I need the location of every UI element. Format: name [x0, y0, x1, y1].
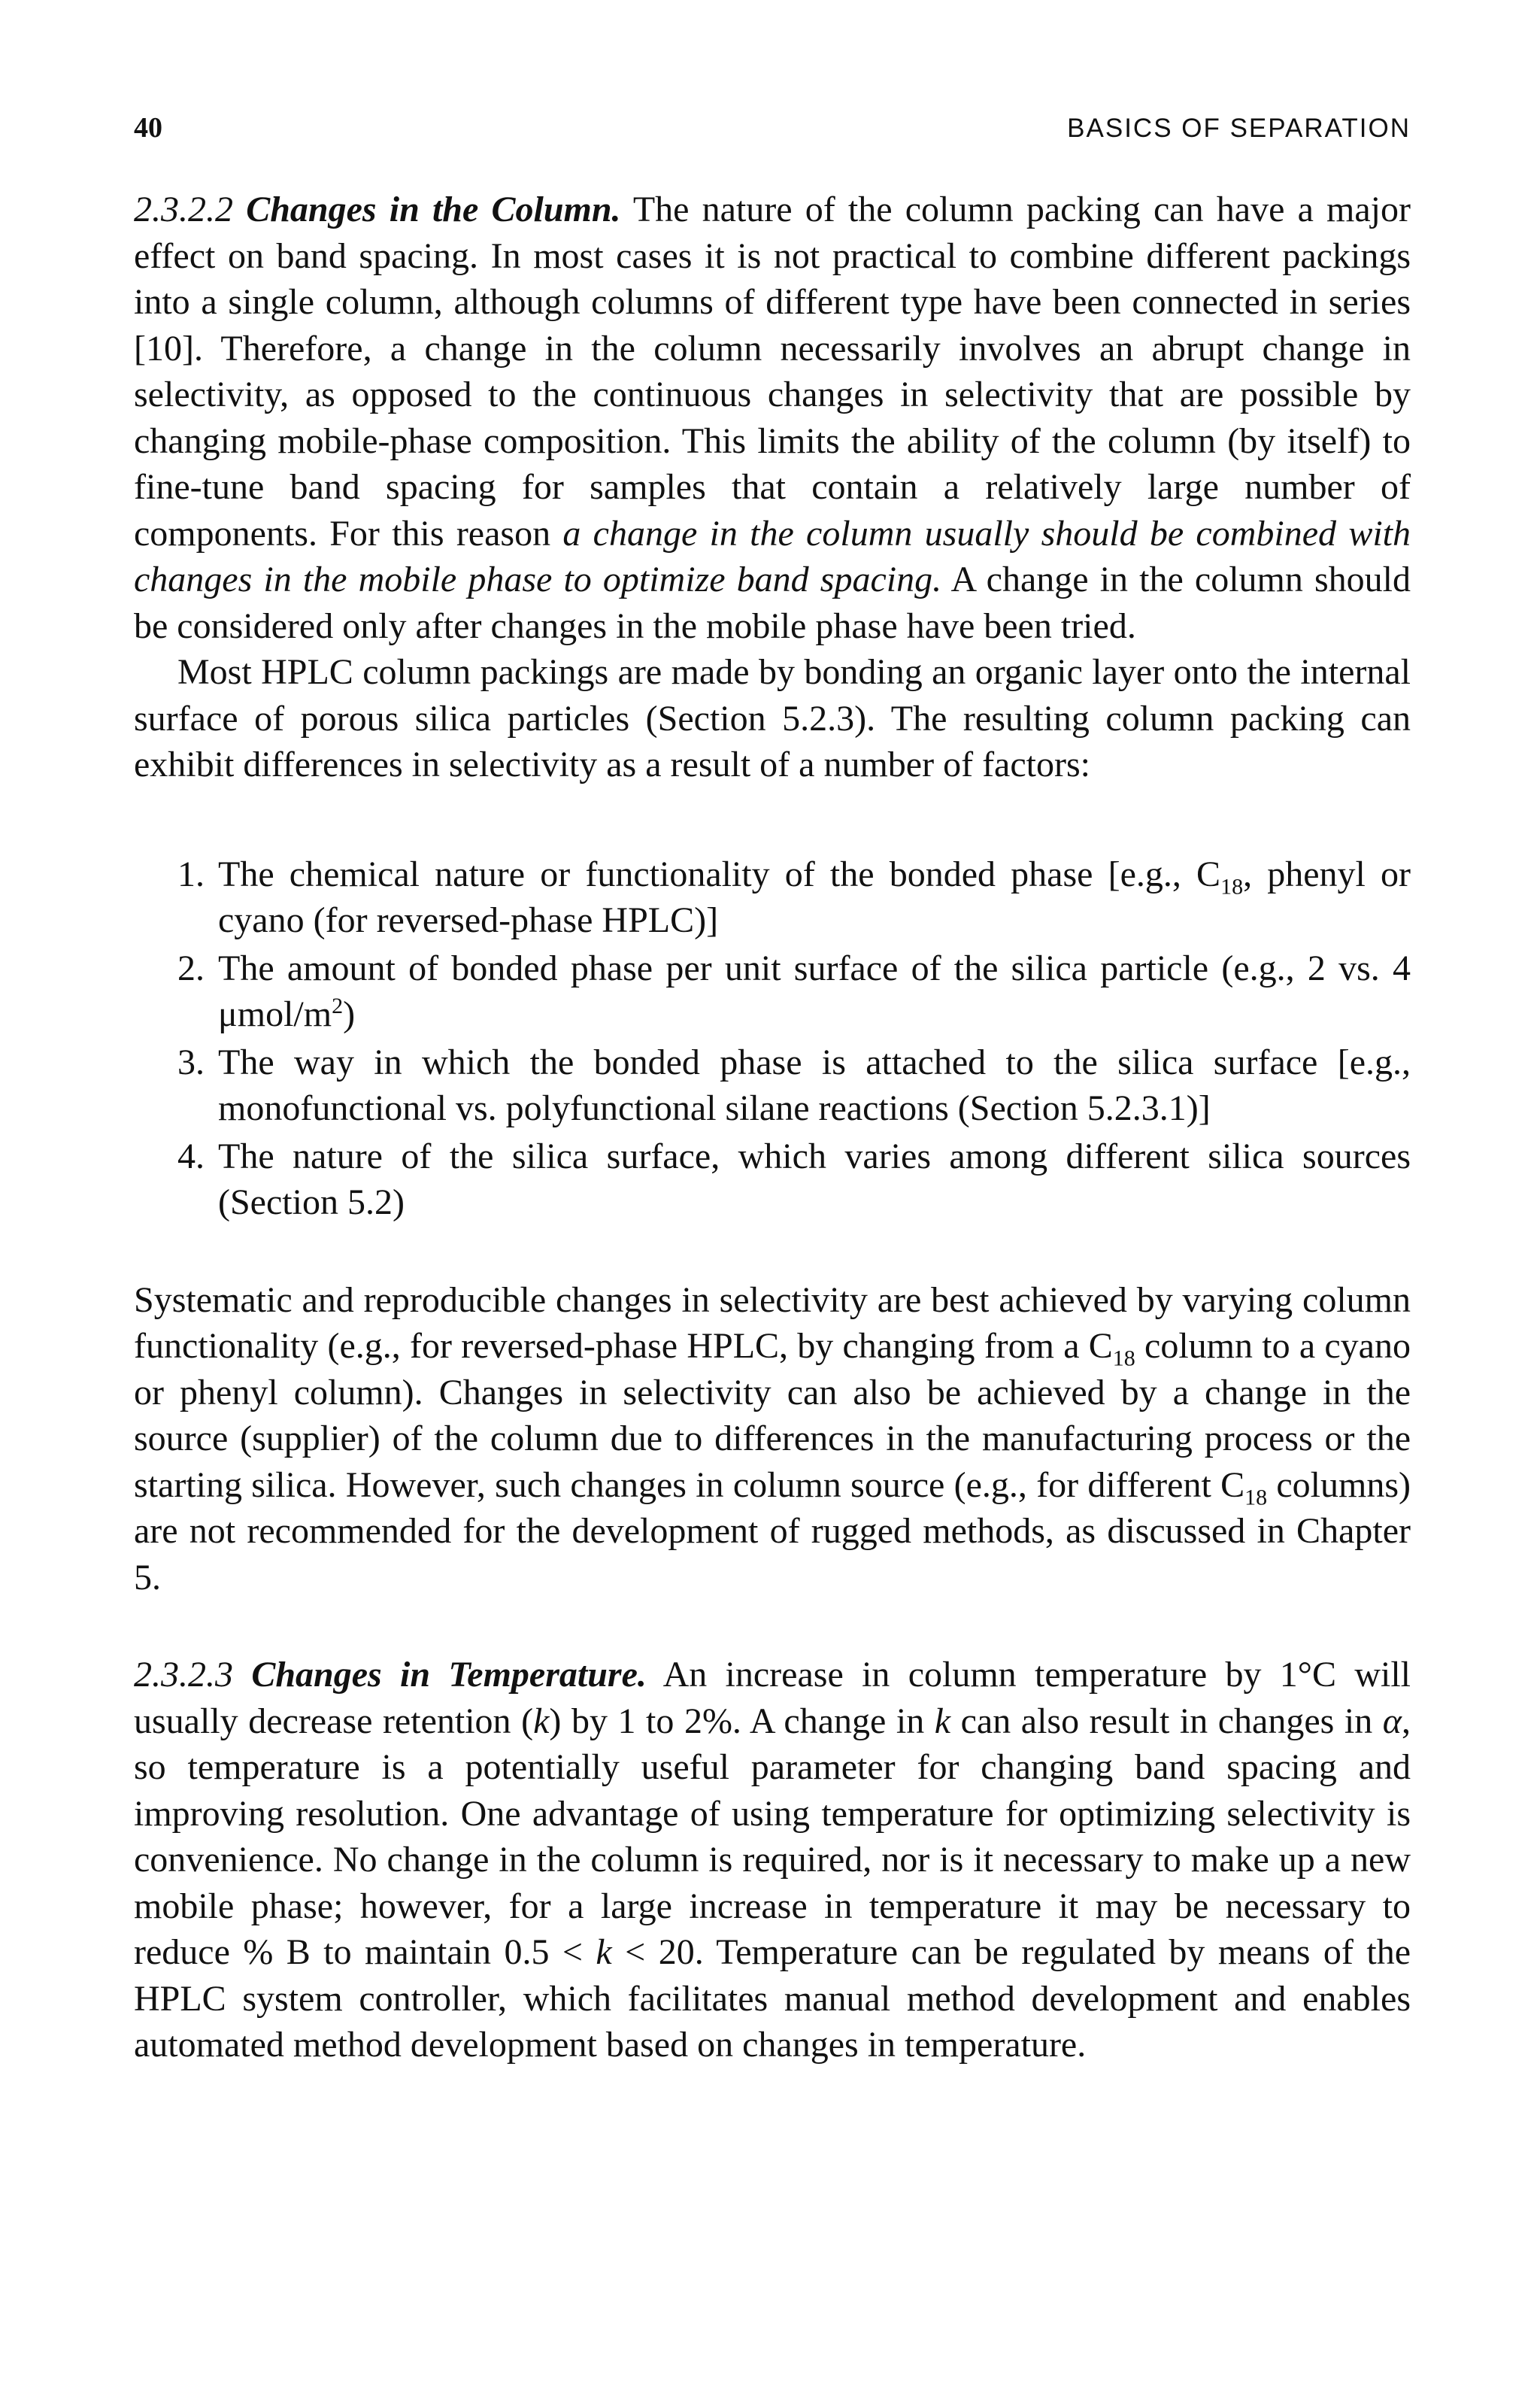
list-item-text-part: The chemical nature or functionality of the bonded phase [e.g., C: [218, 854, 1221, 894]
list-item-number: 2.: [177, 948, 205, 988]
list-item-text: The nature of the silica surface, which varies among different silica sources (Section 5.2): [218, 1136, 1411, 1222]
subscript: 18: [1112, 1346, 1135, 1371]
running-head: [134, 111, 1411, 144]
list-item-text: The way in which the bonded phase is attached to the silica surface [e.g., monofunctional vs. polyfunctional silane reactions (Section 5.2.3.1)]: [218, 1042, 1411, 1128]
list-item-number: 3.: [177, 1042, 205, 1082]
body-text: A change in the column should be considered only after changes in the mobile phase have been tried.: [134, 560, 1411, 646]
list-item: [134, 1133, 1411, 1226]
subscript: 18: [1220, 874, 1244, 900]
list-item-text: [218, 945, 1411, 1038]
list-item-number: 1.: [177, 854, 205, 894]
variable-k: k: [934, 1701, 951, 1741]
section-number: 2.3.2.3: [134, 1655, 233, 1695]
list-item: [134, 1039, 1411, 1132]
superscript: 2: [332, 994, 344, 1018]
variable-k: k: [533, 1701, 550, 1741]
section-title: Changes in the Column.: [246, 190, 621, 229]
section-2322-paragraph-1: [134, 187, 1411, 649]
list-item-text: [218, 851, 1411, 944]
list-item-text-part: ): [343, 994, 356, 1034]
section-2323-paragraph: [134, 1652, 1411, 2068]
section-number: 2.3.2.2: [134, 190, 233, 229]
list-item-text-part: , phenyl or cyano (for reversed-phase HPLC)]: [218, 854, 1411, 940]
list-item: [134, 851, 1411, 944]
factor-list: [134, 851, 1411, 1226]
running-title: BASICS OF SEPARATION: [1067, 114, 1411, 143]
variable-alpha: α: [1382, 1701, 1402, 1741]
section-title: Changes in Temperature.: [251, 1655, 647, 1695]
list-item-text-part: The amount of bonded phase per unit surface of the silica particle (e.g., 2 vs. 4 μmol/m: [218, 948, 1411, 1034]
body-text: Systematic and reproducible changes in selectivity are best achieved by varying column functionality (e.g., for reversed-phase HPLC, by changing from a C: [134, 1279, 1411, 1366]
list-item: [134, 945, 1411, 1038]
subscript: 18: [1244, 1485, 1268, 1510]
body-text: The nature of the column packing can have a major effect on band spacing. In most cases it is not practical to combine different packings into a single column, although columns of different type have been connected in series [10]. Therefore, a change in the column necessarily involves an abrupt change in selectivity, as opposed to the continuous changes in selectivity that are possible by changing mobile-phase composition. This limits the ability of the column (by itself) to fine-tune band spacing for samples that contain a relatively large number of components. For this reason: [134, 190, 1411, 554]
emphasized-text: a change in the column usually should be combined with changes in the mobile phase to optimize band spacing.: [134, 513, 1411, 599]
body-text: ) by 1 to 2%. A change in: [549, 1701, 935, 1741]
body-text: < 20. Temperature can be regulated by means of the HPLC system controller, which facilitates manual method development and enables automated method development based on changes in temperature.: [134, 1932, 1411, 2065]
section-2322-paragraph-3: [134, 1277, 1411, 1601]
body-text: column to a cyano or phenyl column). Changes in selectivity can also be achieved by a change in the source (supplier) of the column due to differences in the manufacturing process or the starting silica. However, such changes in column source (e.g., for different C: [134, 1326, 1411, 1505]
section-2322-paragraph-2: Most HPLC column packings are made by bonding an organic layer onto the internal surface of porous silica particles (Section 5.2.3). The resulting column packing can exhibit differences in selectivity as a result of a number of factors:: [134, 652, 1411, 784]
body-text: columns) are not recommended for the development of rugged methods, as discussed in Chapter 5.: [134, 1464, 1411, 1598]
variable-k: k: [596, 1932, 612, 1972]
body-text: can also result in changes in: [950, 1701, 1383, 1741]
body-text: An increase in column temperature by 1°C will usually decrease retention (: [134, 1655, 1411, 1741]
body-text: , so temperature is a potentially useful parameter for changing band spacing and improving resolution. One advantage of using temperature for optimizing selectivity is convenience. No change in the column is required, nor is it necessary to make up a new mobile phase; however, for a large increase in temperature it may be necessary to reduce % B to maintain 0.5 <: [134, 1701, 1411, 1972]
page-number: 40: [134, 112, 162, 144]
list-item-number: 4.: [177, 1136, 205, 1176]
